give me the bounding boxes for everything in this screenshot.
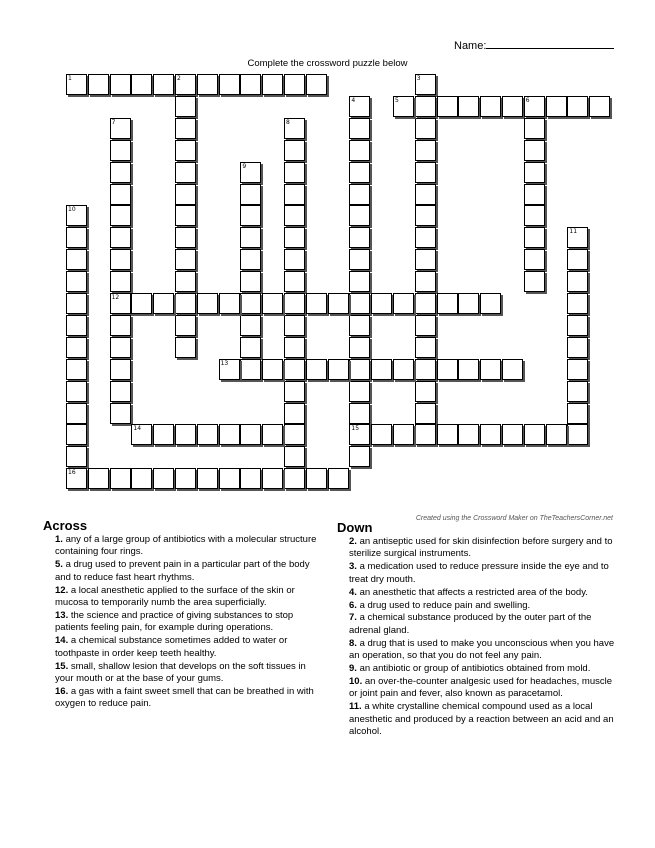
across-clue <box>55 635 317 660</box>
crossword-cell[interactable] <box>175 227 196 248</box>
crossword-cell[interactable] <box>415 227 436 248</box>
clue-number: 7. <box>349 612 357 624</box>
crossword-cell[interactable] <box>415 293 436 314</box>
crossword-cell[interactable] <box>371 293 392 314</box>
crossword-cell[interactable] <box>240 315 261 336</box>
crossword-cell[interactable] <box>502 424 523 445</box>
crossword-cell[interactable] <box>415 359 436 380</box>
crossword-cell[interactable] <box>66 337 87 358</box>
crossword-cell[interactable] <box>240 162 261 183</box>
crossword-cell[interactable] <box>415 96 436 117</box>
crossword-cell[interactable] <box>524 162 545 183</box>
clue-number: 8. <box>349 637 357 649</box>
instructions: Complete the crossword puzzle below <box>247 58 408 69</box>
crossword-cell[interactable] <box>458 96 479 117</box>
crossword-cell[interactable] <box>131 293 152 314</box>
crossword-cell[interactable] <box>110 359 131 380</box>
credit-line: Created using the Crossword Maker on TheTeachersCorner.net <box>415 515 613 522</box>
clue-number-label: 6 <box>525 96 530 104</box>
crossword-cell[interactable] <box>240 337 261 358</box>
down-clue <box>349 701 621 738</box>
clue-number: 3. <box>349 561 357 573</box>
crossword-cell[interactable] <box>415 162 436 183</box>
crossword-cell[interactable] <box>219 74 240 95</box>
down-clue <box>349 561 621 586</box>
crossword-cell[interactable] <box>262 293 283 314</box>
crossword-cell[interactable] <box>175 162 196 183</box>
crossword-cell[interactable] <box>437 293 458 314</box>
crossword-cell[interactable] <box>284 424 305 445</box>
crossword-cell[interactable] <box>349 381 370 402</box>
crossword-cell[interactable] <box>480 96 501 117</box>
crossword-cell[interactable] <box>262 359 283 380</box>
crossword-cell[interactable] <box>567 381 588 402</box>
crossword-cell[interactable] <box>153 424 174 445</box>
crossword-cell[interactable] <box>175 184 196 205</box>
crossword-cell[interactable] <box>349 446 370 467</box>
crossword-cell[interactable] <box>66 403 87 424</box>
clue-number-label: 8 <box>286 118 290 126</box>
crossword-cell[interactable] <box>415 337 436 358</box>
crossword-cell[interactable] <box>349 424 370 445</box>
crossword-cell[interactable] <box>415 140 436 161</box>
crossword-cell[interactable] <box>284 315 305 336</box>
crossword-cell[interactable] <box>175 424 196 445</box>
clue-number-label: 5 <box>395 96 399 104</box>
across-clue <box>55 559 317 584</box>
clue-text: an antiseptic used for skin disinfection before surgery and to sterilize surgical instruments. <box>349 536 613 560</box>
crossword-cell[interactable] <box>110 205 131 226</box>
crossword-cell[interactable] <box>458 293 479 314</box>
crossword-cell[interactable] <box>66 227 87 248</box>
crossword-cell[interactable] <box>480 359 501 380</box>
crossword-cell[interactable] <box>349 293 370 314</box>
down-clue <box>349 612 621 637</box>
clue-text: an antibiotic or group of antibiotics obtained from mold. <box>356 663 591 675</box>
crossword-cell[interactable] <box>524 184 545 205</box>
crossword-cell[interactable] <box>284 403 305 424</box>
clue-number-label: 1 <box>68 75 72 82</box>
crossword-cell[interactable] <box>284 184 305 205</box>
crossword-cell[interactable] <box>66 381 87 402</box>
crossword-cell[interactable] <box>567 315 588 336</box>
crossword-cell[interactable] <box>175 140 196 161</box>
down-clue <box>349 587 621 599</box>
crossword-cell[interactable] <box>175 74 196 95</box>
clue-text: an anesthetic that affects a restricted area of the body. <box>356 586 588 598</box>
down-clue <box>349 536 621 561</box>
crossword-cell[interactable] <box>328 468 349 489</box>
across-clue <box>55 585 317 610</box>
clue-text: a drug used to prevent pain in a particular part of the body and to reduce fast heart rhythms. <box>55 559 310 583</box>
clue-number: 16. <box>55 685 69 697</box>
clue-text: a drug used to reduce pain and swelling. <box>356 599 531 611</box>
clue-number: 12. <box>55 584 69 596</box>
clue-number-label: 11 <box>569 228 578 236</box>
crossword-cell[interactable] <box>437 424 458 445</box>
crossword-cell[interactable] <box>567 227 588 248</box>
clue-number: 14. <box>55 635 69 647</box>
crossword-cell[interactable] <box>240 249 261 270</box>
clue-number-label: 3 <box>416 75 421 82</box>
crossword-cell[interactable] <box>524 118 545 139</box>
clue-text: a white crystalline chemical compound used as a local anesthetic and produced by a reaction between an acid and an alcohol. <box>349 701 614 738</box>
clue-number-label: 2 <box>177 75 181 82</box>
crossword-cell[interactable] <box>88 74 109 95</box>
crossword-cell[interactable] <box>415 205 436 226</box>
crossword-cell[interactable] <box>240 271 261 292</box>
clue-number: 9. <box>349 663 357 675</box>
crossword-cell[interactable] <box>524 140 545 161</box>
crossword-cell[interactable] <box>66 446 87 467</box>
clue-text: small, shallow lesion that develops on the soft tissues in your mouth or at the base of your gums. <box>55 660 306 684</box>
across-clue <box>55 686 317 711</box>
crossword-cell[interactable] <box>262 74 283 95</box>
crossword-cell[interactable] <box>567 337 588 358</box>
crossword-cell[interactable] <box>589 96 610 117</box>
crossword-cell[interactable] <box>349 162 370 183</box>
crossword-cell[interactable] <box>66 249 87 270</box>
crossword-cell[interactable] <box>284 293 305 314</box>
crossword-cell[interactable] <box>284 446 305 467</box>
clue-text: a drug that is used to make you unconscious when you have an operation, so that you do not feel any pain. <box>349 637 615 662</box>
crossword-cell[interactable] <box>153 293 174 314</box>
crossword-cell[interactable] <box>502 359 523 380</box>
crossword-cell[interactable] <box>328 293 349 314</box>
clue-number: 6. <box>349 599 357 611</box>
crossword-cell[interactable] <box>567 271 588 292</box>
crossword-cell[interactable] <box>175 315 196 336</box>
crossword-cell[interactable] <box>284 162 305 183</box>
crossword-cell[interactable] <box>306 359 327 380</box>
crossword-cell[interactable] <box>66 468 87 489</box>
crossword-cell[interactable] <box>349 96 370 117</box>
crossword-cell[interactable] <box>66 293 87 314</box>
crossword-cell[interactable] <box>153 468 174 489</box>
crossword-cell[interactable] <box>349 184 370 205</box>
crossword-cell[interactable] <box>371 359 392 380</box>
crossword-cell[interactable] <box>88 468 109 489</box>
clue-number-label: 15 <box>351 425 360 433</box>
crossword-cell[interactable] <box>306 468 327 489</box>
crossword-cell[interactable] <box>458 424 479 445</box>
crossword-cell[interactable] <box>110 403 131 424</box>
crossword-cell[interactable] <box>284 337 305 358</box>
clue-number-label: 7 <box>111 118 116 126</box>
clue-number-label: 16 <box>68 469 76 477</box>
crossword-cell[interactable] <box>110 249 131 270</box>
across-clue <box>55 610 317 635</box>
clue-number: 15. <box>55 660 69 672</box>
clue-number-label: 9 <box>242 162 247 170</box>
crossword-cell[interactable] <box>524 424 545 445</box>
crossword-cell[interactable] <box>110 184 131 205</box>
crossword-cell[interactable] <box>284 118 305 139</box>
crossword-cell[interactable] <box>66 205 87 226</box>
crossword-cell[interactable] <box>197 293 218 314</box>
clue-number-label: 10 <box>68 206 76 214</box>
crossword-cell[interactable] <box>371 424 392 445</box>
clue-number: 4. <box>349 586 357 598</box>
crossword-cell[interactable] <box>284 74 305 95</box>
crossword-cell[interactable] <box>349 337 370 358</box>
crossword-cell[interactable] <box>284 359 305 380</box>
crossword-cell[interactable] <box>240 227 261 248</box>
crossword-cell[interactable] <box>328 359 349 380</box>
crossword-cell[interactable] <box>240 74 261 95</box>
crossword-cell[interactable] <box>110 337 131 358</box>
crossword-cell[interactable] <box>415 74 436 95</box>
crossword-cell[interactable] <box>437 96 458 117</box>
crossword-cell[interactable] <box>131 74 152 95</box>
crossword-cell[interactable] <box>219 293 240 314</box>
crossword-cell[interactable] <box>284 249 305 270</box>
crossword-cell[interactable] <box>110 381 131 402</box>
crossword-cell[interactable] <box>546 96 567 117</box>
crossword-cell[interactable] <box>66 315 87 336</box>
crossword-cell[interactable] <box>110 227 131 248</box>
crossword-cell[interactable] <box>567 359 588 380</box>
crossword-cell[interactable] <box>175 293 196 314</box>
crossword-cell[interactable] <box>284 205 305 226</box>
clue-text: a chemical substance sometimes added to water or toothpaste in order keep teeth healthy. <box>55 635 288 659</box>
clue-text: a local anesthetic applied to the surface of the skin or mucosa to temporarily numb the area superficially. <box>55 584 295 609</box>
crossword-cell[interactable] <box>349 249 370 270</box>
crossword-cell[interactable] <box>306 293 327 314</box>
crossword-cell[interactable] <box>240 424 261 445</box>
crossword-cell[interactable] <box>131 424 152 445</box>
clue-number: 5. <box>55 559 63 571</box>
crossword-cell[interactable] <box>415 424 436 445</box>
crossword-cell[interactable] <box>240 205 261 226</box>
clue-text: a chemical substance produced by the outer part of the adrenal gland. <box>349 612 592 636</box>
crossword-cell[interactable] <box>524 227 545 248</box>
crossword-cell[interactable] <box>197 468 218 489</box>
crossword-cell[interactable] <box>415 184 436 205</box>
crossword-cell[interactable] <box>240 468 261 489</box>
crossword-cell[interactable] <box>567 96 588 117</box>
crossword-cell[interactable] <box>66 74 87 95</box>
crossword-cell[interactable] <box>458 359 479 380</box>
crossword-cell[interactable] <box>110 74 131 95</box>
crossword-cell[interactable] <box>524 205 545 226</box>
clue-number: 1. <box>55 534 63 545</box>
crossword-cell[interactable] <box>349 403 370 424</box>
across-clue <box>55 534 317 559</box>
clue-number-label: 14 <box>133 425 142 433</box>
crossword-cell[interactable] <box>262 424 283 445</box>
crossword-cell[interactable] <box>284 227 305 248</box>
crossword-cell[interactable] <box>197 74 218 95</box>
crossword-cell[interactable] <box>349 315 370 336</box>
crossword-cell[interactable] <box>110 140 131 161</box>
down-clue <box>349 600 621 612</box>
across-heading: Across <box>43 518 88 533</box>
crossword-cell[interactable] <box>175 337 196 358</box>
crossword-cell[interactable] <box>546 424 567 445</box>
crossword-cell[interactable] <box>110 162 131 183</box>
clue-text: a medication used to reduce pressure inside the eye and to treat dry mouth. <box>349 561 609 585</box>
crossword-cell[interactable] <box>240 359 261 380</box>
crossword-cell[interactable] <box>110 118 131 139</box>
crossword-cell[interactable] <box>349 271 370 292</box>
crossword-cell[interactable] <box>415 403 436 424</box>
crossword-cell[interactable] <box>349 227 370 248</box>
crossword-cell[interactable] <box>524 271 545 292</box>
clue-number-label: 12 <box>111 294 120 301</box>
clue-text: a gas with a faint sweet smell that can be breathed in with oxygen to reduce pain. <box>55 685 314 710</box>
crossword-cell[interactable] <box>393 359 414 380</box>
clue-number-label: 13 <box>220 359 229 367</box>
crossword-cell[interactable] <box>66 271 87 292</box>
crossword-cell[interactable] <box>66 424 87 445</box>
crossword-cell[interactable] <box>415 118 436 139</box>
clue-number: 11. <box>349 701 362 713</box>
crossword-cell[interactable] <box>567 403 588 424</box>
crossword-cell[interactable] <box>110 315 131 336</box>
crossword-cell[interactable] <box>110 468 131 489</box>
crossword-cell[interactable] <box>480 293 501 314</box>
crossword-cell[interactable] <box>219 468 240 489</box>
crossword-cell[interactable] <box>110 271 131 292</box>
crossword-cell[interactable] <box>393 293 414 314</box>
crossword-cell[interactable] <box>240 293 261 314</box>
crossword-cell[interactable] <box>262 468 283 489</box>
crossword-cell[interactable] <box>349 140 370 161</box>
crossword-cell[interactable] <box>284 271 305 292</box>
name-label: Name: <box>454 40 487 52</box>
crossword-cell[interactable] <box>567 249 588 270</box>
crossword-cell[interactable] <box>175 118 196 139</box>
crossword-cell[interactable] <box>153 74 174 95</box>
crossword-cell[interactable] <box>284 468 305 489</box>
crossword-cell[interactable] <box>175 249 196 270</box>
crossword-cell[interactable] <box>219 424 240 445</box>
crossword-cell[interactable] <box>437 359 458 380</box>
crossword-cell[interactable] <box>240 184 261 205</box>
crossword-cell[interactable] <box>175 271 196 292</box>
clue-number: 2. <box>349 536 357 547</box>
down-heading: Down <box>337 520 373 535</box>
down-clue <box>349 676 621 701</box>
crossword-cell[interactable] <box>175 205 196 226</box>
crossword-cell[interactable] <box>502 96 523 117</box>
clue-number: 13. <box>55 609 69 621</box>
down-clue <box>349 638 621 663</box>
crossword-cell[interactable] <box>219 359 240 380</box>
crossword-cell[interactable] <box>415 249 436 270</box>
clue-text: an over-the-counter analgesic used for headaches, muscle or joint pain and fever, also known as paracetamol. <box>349 675 613 700</box>
across-clues <box>55 534 317 711</box>
crossword-cell[interactable] <box>524 249 545 270</box>
clue-text: any of a large group of antibiotics with a molecular structure containing four rings. <box>55 534 317 558</box>
down-clue <box>349 663 621 675</box>
crossword-cell[interactable] <box>110 293 131 314</box>
crossword-cell[interactable] <box>175 468 196 489</box>
crossword-cell[interactable] <box>175 96 196 117</box>
crossword-cell[interactable] <box>349 359 370 380</box>
down-clues <box>349 536 621 739</box>
crossword-cell[interactable] <box>349 118 370 139</box>
crossword-cell[interactable] <box>393 96 414 117</box>
across-clue <box>55 661 317 686</box>
crossword-cell[interactable] <box>415 381 436 402</box>
crossword-cell[interactable] <box>197 424 218 445</box>
crossword-cell[interactable] <box>567 293 588 314</box>
clue-number: 10. <box>349 675 363 687</box>
crossword-cell[interactable] <box>415 315 436 336</box>
crossword-cell[interactable] <box>480 424 501 445</box>
crossword-cell[interactable] <box>524 96 545 117</box>
crossword-cell[interactable] <box>131 468 152 489</box>
crossword-cell[interactable] <box>567 424 588 445</box>
clue-text: the science and practice of giving substances to stop patients feeling pain, for example during operations. <box>55 609 294 634</box>
crossword-cell[interactable] <box>284 140 305 161</box>
clue-number-label: 4 <box>351 96 356 104</box>
crossword-cell[interactable] <box>66 359 87 380</box>
crossword-cell[interactable] <box>284 381 305 402</box>
crossword-cell[interactable] <box>415 271 436 292</box>
crossword-cell[interactable] <box>306 74 327 95</box>
crossword-cell[interactable] <box>349 205 370 226</box>
crossword-cell[interactable] <box>393 424 414 445</box>
